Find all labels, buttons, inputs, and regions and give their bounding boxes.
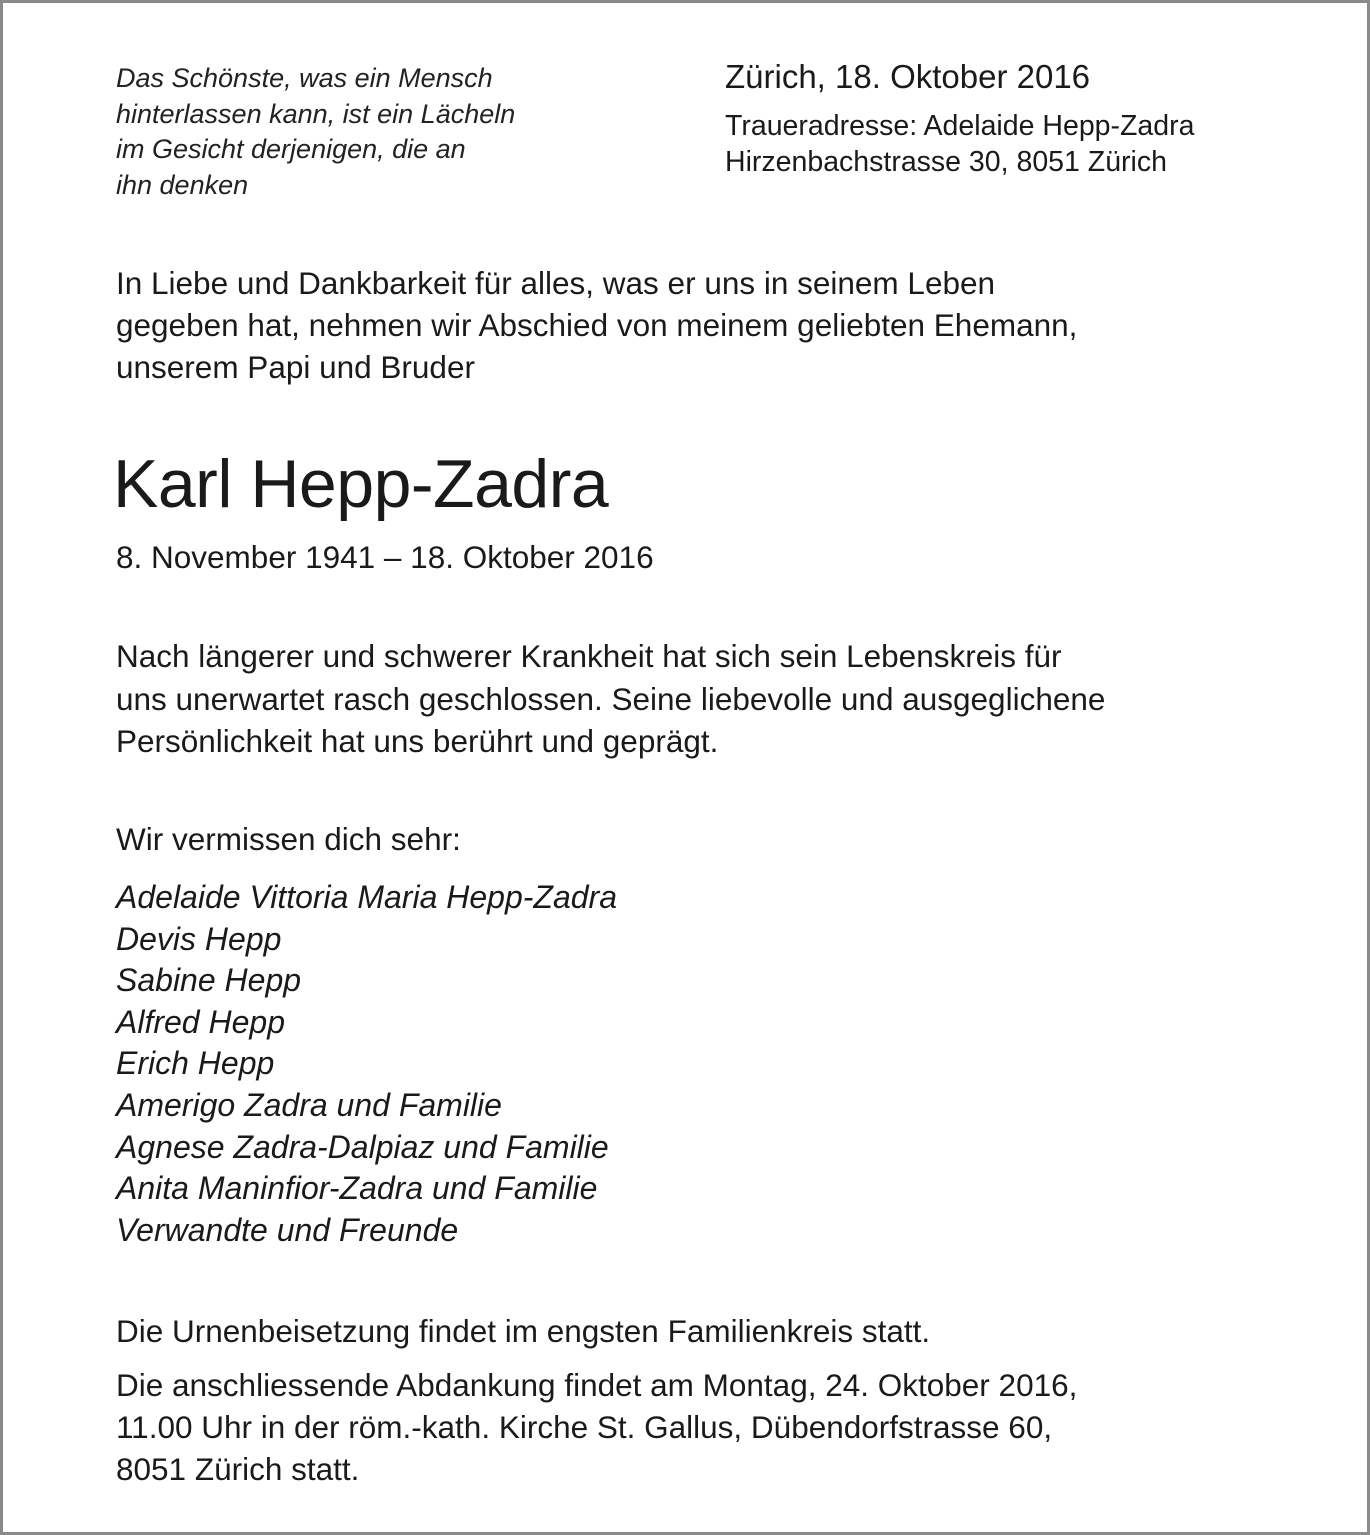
list-item: Agnese Zadra-Dalpiaz und Familie	[116, 1128, 609, 1165]
memorial-quote	[116, 61, 676, 203]
ceremony-line: Die anschliessende Abdankung findet am Montag, 24. Oktober 2016,	[116, 1367, 1078, 1403]
list-item: Sabine Hepp	[116, 962, 302, 999]
quote-line: Das Schönste, was ein Mensch	[116, 63, 493, 93]
tribute-paragraph	[116, 635, 1316, 763]
list-item: Verwandte und Freunde	[116, 1211, 459, 1248]
place-and-date: Zürich, 18. Oktober 2016	[725, 58, 1091, 95]
burial-notice: Die Urnenbeisetzung findet im engsten Familienkreis statt.	[116, 1313, 931, 1349]
address-line: Traueradresse: Adelaide Hepp-Zadra	[725, 110, 1195, 142]
ceremony-notice	[116, 1364, 1316, 1490]
list-item: Erich Hepp	[116, 1045, 275, 1082]
mourning-address	[725, 109, 1194, 180]
quote-line: im Gesicht derjenigen, die an	[116, 134, 466, 164]
intro-line: unserem Papi und Bruder	[116, 349, 475, 385]
list-item: Adelaide Vittoria Maria Hepp-Zadra	[116, 879, 617, 915]
quote-line: hinterlassen kann, ist ein Lächeln	[116, 98, 516, 129]
ceremony-line: 11.00 Uhr in der röm.-kath. Kirche St. Gallus, Dübendorfstrasse 60,	[116, 1409, 1053, 1445]
mourners-list	[116, 877, 617, 1251]
address-line: Hirzenbachstrasse 30, 8051 Zürich	[725, 145, 1167, 178]
intro-line: In Liebe und Dankbarkeit für alles, was er uns in seinem Leben	[116, 265, 996, 301]
list-item: Anita Maninfior-Zadra und Familie	[116, 1170, 598, 1207]
tribute-line: Persönlichkeit hat uns berührt und geprägt.	[116, 723, 719, 759]
tribute-line: uns unerwartet rasch geschlossen. Seine liebevolle und ausgeglichene	[116, 680, 1106, 717]
list-item: Amerigo Zadra und Familie	[116, 1086, 502, 1123]
ceremony-line: 8051 Zürich statt.	[116, 1451, 360, 1487]
mourners-heading: Wir vermissen dich sehr:	[116, 821, 461, 857]
list-item: Alfred Hepp	[116, 1003, 285, 1040]
tribute-line: Nach längerer und schwerer Krankheit hat sich sein Lebenskreis für	[116, 638, 1062, 674]
intro-line: gegeben hat, nehmen wir Abschied von meinem geliebten Ehemann,	[116, 307, 1078, 343]
life-dates: 8. November 1941 – 18. Oktober 2016	[116, 539, 654, 575]
deceased-name: Karl Hepp-Zadra	[113, 446, 609, 522]
list-item: Devis Hepp	[116, 920, 282, 957]
intro-paragraph	[116, 262, 1296, 388]
quote-line: ihn denken	[116, 169, 249, 200]
